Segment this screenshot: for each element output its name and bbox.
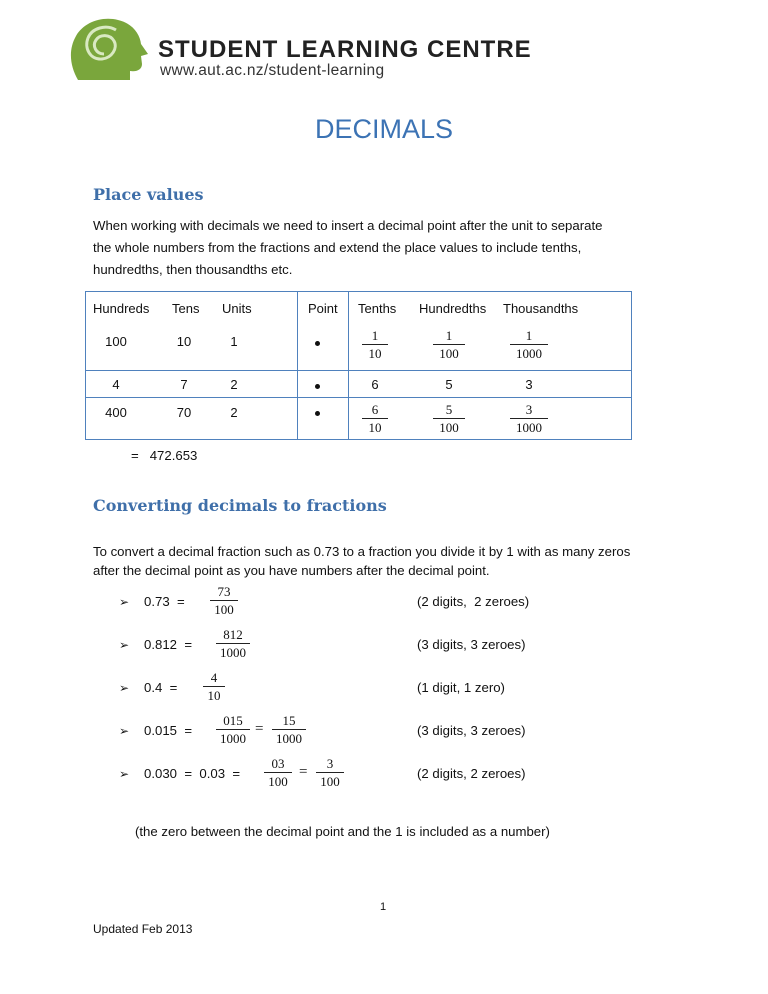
page-title: DECIMALS	[314, 114, 454, 144]
denominator: 100	[320, 774, 340, 789]
header-tenths: Tenths	[358, 301, 397, 316]
arrow-bullet-icon: ➢	[119, 638, 130, 652]
r1-units: 1	[230, 334, 238, 349]
footnote: (the zero between the decimal point and the 1 is included as a number)	[135, 824, 550, 839]
decimal-point-dot	[315, 411, 320, 416]
r3-hundreds: 400	[105, 405, 127, 420]
header-hundredths: Hundredths	[419, 301, 487, 316]
r2-thousandths: 3	[525, 377, 533, 392]
denominator: 1000	[220, 731, 246, 746]
example-label: 0.4 =	[144, 680, 178, 695]
numerator: 15	[282, 713, 296, 728]
converting-intro	[93, 542, 733, 580]
r1-hundredths-fraction	[433, 328, 465, 361]
numerator: 6	[371, 402, 379, 417]
arrow-bullet-icon: ➢	[119, 767, 130, 781]
intro-line: after the decimal point as you have numbers after the decimal point.	[93, 563, 490, 578]
denominator: 10	[207, 688, 221, 703]
example-note: (2 digits, 2 zeroes)	[417, 766, 526, 781]
intro-line: To convert a decimal fraction such as 0.73 to a fraction you divide it by 1 with as many zeros	[93, 544, 631, 559]
decimal-point-dot	[315, 384, 320, 389]
r2-tenths: 6	[371, 377, 379, 392]
denominator: 100	[439, 346, 459, 361]
numerator: 3	[326, 756, 334, 771]
r2-tens: 7	[180, 377, 188, 392]
header-tens: Tens	[172, 301, 200, 316]
example-label: 0.812 =	[144, 637, 193, 652]
denominator: 100	[268, 774, 288, 789]
denominator: 1000	[220, 645, 246, 660]
r3-units: 2	[230, 405, 238, 420]
denominator: 10	[368, 420, 382, 435]
brand-url[interactable]: www.aut.ac.nz/student-learning	[160, 62, 385, 79]
numerator: 5	[445, 402, 453, 417]
header-hundreds: Hundreds	[93, 301, 150, 316]
numerator: 03	[271, 756, 285, 771]
example-fraction	[316, 756, 344, 789]
denominator: 100	[439, 420, 459, 435]
example-fraction	[216, 713, 250, 746]
r3-tens: 70	[176, 405, 192, 420]
page-number: 1	[380, 901, 387, 913]
place-value-table	[85, 291, 632, 440]
example-label: 0.73 =	[144, 594, 185, 609]
place-values-heading: Place values	[93, 185, 204, 204]
intro-line: hundredths, then thousandths etc.	[93, 262, 293, 277]
r1-hundreds: 100	[105, 334, 127, 349]
example-note: (3 digits, 3 zeroes)	[417, 723, 526, 738]
denominator: 10	[368, 346, 382, 361]
r1-tenths-fraction	[362, 328, 388, 361]
r1-thousandths-fraction	[510, 328, 548, 361]
r1-tens: 10	[176, 334, 192, 349]
header-point: Point	[308, 301, 338, 316]
example-fraction	[210, 584, 238, 617]
example-fraction	[216, 627, 250, 660]
denominator: 1000	[516, 346, 542, 361]
denominator: 1000	[516, 420, 542, 435]
equals-sign: =	[255, 721, 264, 737]
r3-tenths-fraction	[362, 402, 388, 435]
example-note: (2 digits, 2 zeroes)	[417, 594, 530, 609]
numerator: 1	[445, 328, 453, 343]
numerator: 1	[371, 328, 379, 343]
updated-date: Updated Feb 2013	[93, 922, 193, 936]
r3-hundredths-fraction	[433, 402, 465, 435]
converting-heading: Converting decimals to fractions	[93, 496, 387, 515]
decimal-point-dot	[315, 341, 320, 346]
example-note: (3 digits, 3 zeroes)	[417, 637, 526, 652]
header-units: Units	[222, 301, 252, 316]
head-spiral-logo-icon	[64, 14, 150, 84]
header-thousandths: Thousandths	[503, 301, 579, 316]
arrow-bullet-icon: ➢	[119, 595, 130, 609]
numerator: 3	[525, 402, 533, 417]
r2-hundreds: 4	[112, 377, 120, 392]
example-label: 0.030 = 0.03 =	[144, 766, 241, 781]
place-value-result: = 472.653	[131, 448, 198, 463]
numerator: 812	[223, 627, 243, 642]
example-fraction	[264, 756, 292, 789]
example-note: (1 digit, 1 zero)	[417, 680, 505, 695]
arrow-bullet-icon: ➢	[119, 681, 130, 695]
r3-thousandths-fraction	[510, 402, 548, 435]
intro-line: When working with decimals we need to insert a decimal point after the unit to separate	[93, 218, 603, 233]
denominator: 1000	[276, 731, 302, 746]
denominator: 100	[214, 602, 234, 617]
place-values-intro	[93, 215, 713, 281]
arrow-bullet-icon: ➢	[119, 724, 130, 738]
numerator: 015	[223, 713, 243, 728]
r2-units: 2	[230, 377, 238, 392]
example-label: 0.015 =	[144, 723, 193, 738]
r2-hundredths: 5	[445, 377, 453, 392]
equals-sign: =	[299, 764, 308, 780]
numerator: 1	[525, 328, 533, 343]
example-fraction	[272, 713, 306, 746]
numerator: 4	[210, 670, 218, 685]
example-fraction	[203, 670, 225, 703]
brand-name: STUDENT LEARNING CENTRE	[158, 36, 532, 63]
intro-line: the whole numbers from the fractions and extend the place values to include tenths,	[93, 240, 582, 255]
numerator: 73	[217, 584, 231, 599]
